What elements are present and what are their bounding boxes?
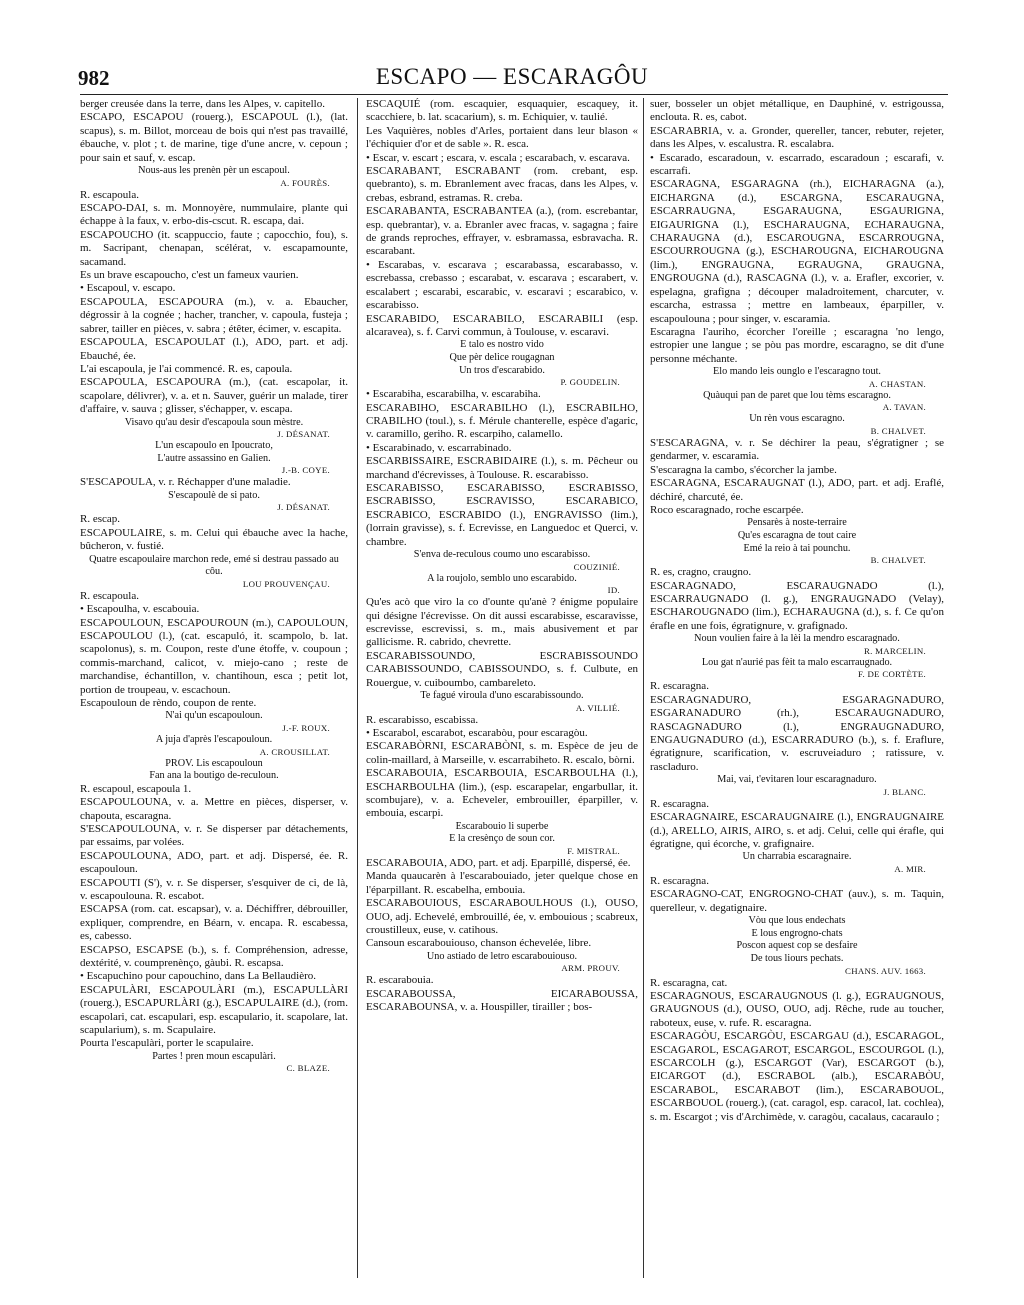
citation-source: C. BLAZE.	[286, 1063, 330, 1074]
entry-text: ESCAPOULA, ESCAPOURA (m.), v. a. Ebaucher, dégrossir à la cognée ; hacher, trancher, v. capoula, fusteja ; sabrer, tailler en pièces, v. sabra ; étêter, écimer, v. escapita.	[80, 295, 348, 335]
citation-source: B. CHALVET.	[870, 555, 926, 566]
citation-line: Quàuqui pan de paret que lou tèms escaragno.	[703, 389, 891, 401]
citation-line: Que pèr delice rougagnan	[449, 351, 555, 363]
entry-text: ESCAPOULA, ESCAPOULAT (l.), ADO, part. et adj. Ebauché, ée.	[80, 336, 348, 362]
citation-line: Visavo qu'au desir d'escapoula soun mèstre.	[124, 416, 304, 428]
entry-text: L'ai escapoula, je l'ai commencé. R. es, capoula.	[80, 362, 293, 375]
entry-text: ESCAPOUCHO (it. scappuccio, faute ; capocchio, fou), s. m. Sacripant, chenapan, scélérat, v. escapamounte, sacamand.	[80, 228, 348, 268]
entry-text: ESCARAGNOUS, ESCARAUGNOUS (l. g.), EGRAUGNOUS, GRAUGNOUS (d.), OUSO, OUO, adj. Rêche, rude au toucher, raboteux, euse, v. rufe. R. escaragna.	[650, 990, 944, 1029]
citation-line: Fan ana la boutigo de-reculoun.	[149, 770, 279, 782]
entry-text: ESCARABISSO, ESCARABISSO, ESCRABISSO, ESCRABISSO, ESCRAVISSO, ESCARABICO, ESCRABICO, ESCRABIDO (l.), ENGRAVISSO (lim.), (lorrain gravisse), s. f. Ecrevisse, en Languedoc et Querci, v. chambre.	[366, 481, 638, 548]
citation-line: Poscon aquest cop se desfaire	[736, 940, 858, 952]
entry-text: R. escaragna, cat.	[650, 976, 728, 989]
citation-line: E talo es nostro vido	[460, 339, 544, 351]
entry-text: R. escarabisso, escabissa.	[366, 713, 479, 726]
entry-text: ESCAPSO, ESCAPSE (b.), s. f. Compréhension, adresse, dextérité, v. coumprenènço, gàubi. R. escapsa.	[80, 943, 348, 970]
entry-text: Les Vaquières, nobles d'Arles, portaient dans leur blason « l'échiquier d'or et de sable ». R. esca.	[366, 124, 638, 151]
citation-line: Escarabouio li superbe	[455, 820, 549, 832]
citation-line: S'enva de-reculous coumo uno escarabisso.	[413, 548, 591, 560]
page-number: 982	[78, 66, 110, 90]
citation-line: Emé la reio à tai pounchu.	[743, 542, 851, 554]
column-left	[80, 98, 348, 1286]
entry-text: ESCARABOUIA, ADO, part. et adj. Eparpillé, dispersé, ée.	[366, 857, 631, 870]
entry-text: suer, bosseler un objet métallique, en Dauphiné, v. estrigoussa, enclouta. R. es, cabot.	[650, 98, 944, 124]
entry-text: • Escapuchino pour capouchino, dans La Bellaudièro.	[80, 970, 317, 983]
entry-text: R. escaragna.	[650, 797, 709, 810]
entry-text: ESCARAGNADO, ESCARAUGNADO (l.), ESCARRAUGNADO (l. g.), ENGRAUGNADO (Velay), ESCHAROUGNADO (lim.), ECHARAUGNA (d.), s. f. Ce qu'on érafle en une fois, égratignure, v. grafignado.	[650, 579, 944, 632]
column-right	[650, 98, 944, 1286]
citation-line: Lou gat n'aurié pas fèit ta malo escarraugnado.	[701, 656, 893, 668]
citation-line: Pensarès à noste-terraire	[747, 517, 847, 529]
entry-text: ESCAPOULOUN, ESCAPOUROUN (m.), CAPOULOUN, ESCAPOULOU (l.), (cat. escapuló, it. scampolo, b. lat. scapolonus), s. m. Coupon, reste d'une étoffe, v. coupoun ; commis-marchand, calicot, v. miejo-cano ; reste de marchandise, échantillon, v. chantihoun, esca ; petit lot, portion de troupeau, v. escachoun.	[80, 616, 348, 696]
entry-text: ESCARAGNO-CAT, ENGROGNO-CHAT (auv.), s. m. Taquin, querelleur, v. degatignaire.	[650, 888, 944, 914]
entry-text: S'ESCAPOULOUNA, v. r. Se disperser par détachements, par essaims, par volées.	[80, 822, 348, 849]
citation-line: A juja d'après l'escapouloun.	[155, 733, 273, 745]
citation-source: LOU PROUVENÇAU.	[242, 578, 330, 589]
citation-source: A. FOURÈS.	[280, 177, 330, 188]
citation-line: L'autre assassino en Galien.	[157, 452, 271, 464]
entry-text: ESCAPO-DAI, s. m. Monnoyère, nummulaire, plante qui échappe à la faux, v. erbo-dis-cscut. R. escapa, dai.	[80, 202, 348, 228]
entry-text: ESCARABOUIOUS, ESCARABOULHOUS (l.), OUSO, OUO, adj. Echevelé, embrouillé, ée, v. embouious ; scabreux, croustilleux, euse, v. catihous.	[366, 897, 638, 937]
entry-text: R. escapoul, escapoula 1.	[80, 782, 192, 795]
entry-text: • Escarabiha, escarabilha, v. escarabiha.	[366, 388, 541, 401]
entry-text: ESCAPULÀRI, ESCAPOULÀRI (m.), ESCAPULLÀRI (rouerg.), ESCAPURLÀRI (g.), ESCAPULAIRE (d.), (rom. escapolari, cat. escapulari, esp. escapulario, it. scapolare, lat. scapularium), s. m. Scapulaire.	[80, 983, 348, 1037]
entry-text: R. escap.	[80, 513, 121, 526]
citation-line: De tous liours pechats.	[750, 953, 844, 964]
entry-text: S'ESCARAGNA, v. r. Se déchirer la peau, s'égratigner ; se gendarmer, v. escaramia.	[650, 436, 944, 463]
entry-text: Escaragna l'auriho, écorcher l'oreille ; escaragna 'no lengo, estropier une langue ; se pòu pas mordre, escaragno, se dit d'une personne méchante.	[650, 325, 944, 365]
citation-line: Nous-aus les prenèn pèr un escapoul.	[138, 165, 290, 177]
entry-text: • Escarado, escaradoun, v. escarrado, escaradoun ; escarafi, v. escarrafi.	[650, 151, 944, 178]
citation-source: J.-B. COYE.	[281, 465, 330, 476]
entry-text: R. escarabouia.	[366, 974, 434, 987]
citation-line: L'un escapoulo en Ipoucrato,	[155, 440, 273, 452]
citation-source: J. DÉSANAT.	[277, 502, 330, 513]
citation-line: N'ai qu'un escapouloun.	[165, 710, 263, 722]
citation-source: A. CHASTAN.	[868, 378, 926, 389]
citation-line: Mai, vai, t'evitaren lour escaragnaduro.	[717, 774, 877, 786]
column-middle	[366, 98, 638, 1286]
citation-source: P. GOUDELIN.	[560, 377, 620, 388]
entry-text: • Escapoulha, v. escabouia.	[80, 603, 200, 616]
citation-source: A. CROUSILLAT.	[259, 746, 330, 757]
citation-line: Uno astiado de letro escarabouiouso.	[426, 950, 578, 962]
citation-source: F. MISTRAL.	[567, 846, 620, 857]
entry-text: • Escar, v. escart ; escara, v. escala ; escarabach, v. escarava.	[366, 151, 630, 164]
entry-text: ESCAPSA (rom. cat. escapsar), v. a. Déchiffrer, débrouiller, expliquer, comprendre, en Béarn, v. encapa. R. escabessa, es, cabesso.	[80, 903, 348, 943]
citation-line: E la cresènço de soun cor.	[449, 833, 555, 845]
entry-text: ESCARABANT, ESCRABANT (rom. crebant, esp. quebranto), s. m. Ebranlement avec fracas, dans les Alpes, v. crebas, esbrand, estramas. R. creba.	[366, 165, 638, 204]
citation-source: ID.	[607, 585, 620, 596]
entry-text: R. escaragna.	[650, 680, 709, 693]
citation-source: COUZINIÉ.	[573, 561, 620, 572]
entry-text: ESCARABIDO, ESCARABILO, ESCARABILI (esp. alcaravea), s. f. Carvi commun, à Toulouse, v. escaravi.	[366, 312, 638, 338]
citation-source: B. CHALVET.	[870, 425, 926, 436]
entry-text: ESCARABOUSSA, EICARABOUSSA, ESCARABOUNSA, v. a. Houspiller, tirailler ; bos-	[366, 987, 638, 1014]
citation-source: CHANS. AUV. 1663.	[845, 965, 926, 976]
citation-line: A la roujolo, semblo uno escarabido.	[427, 572, 577, 584]
citation-source: R. MARCELIN.	[863, 645, 926, 656]
entry-text: R. escapoula.	[80, 188, 139, 201]
entry-text: ESCAPOULOUNA, v. a. Mettre en pièces, disperser, v. chapouta, escaragna.	[80, 796, 348, 822]
column-divider	[357, 98, 358, 1278]
entry-text: Es un brave escapoucho, c'est un fameux vaurien.	[80, 269, 299, 282]
entry-text: R. escaragna.	[650, 875, 709, 887]
header-rule	[80, 94, 948, 95]
entry-text: ESCARAGNAIRE, ESCARAUGNAIRE (l.), ENGRAUGNAIRE (d.), ARELLO, AIRIS, AIRO, s. et adj. Celui, celle qui érafle, qui égratigne, qui écorche, v. grafignaire.	[650, 811, 944, 850]
entry-text: ESCAPOULAIRE, s. m. Celui qui ébauche avec la hache, bûcheron, v. fustié.	[80, 526, 348, 553]
entry-text: ESCARABANTA, ESCRABANTEA (a.), (rom. escrebantar, esp. quebrantar), v. a. Ebranler avec fracas, v. sagagna ; faire de grands reproches, effrayer, v. esbramassa, esbravacha. R. escarabant.	[366, 205, 638, 258]
citation-line: Quatre escapoulaire marchon rede, emé si destrau passado au côu.	[89, 553, 339, 578]
entry-text: Pourta l'escapulàri, porter le scapulaire.	[80, 1037, 254, 1050]
entry-text: • Escarabas, v. escarava ; escarabassa, escarabasso, v. escrebassa, crebasso ; escarabat, v. escarava ; escarabert, v. escalabert ; escarabi, escarabic, v. escaravi ; escarabico, v. escarabisso.	[366, 258, 638, 312]
citation-line: Un charrabia escaragnaire.	[742, 851, 852, 863]
running-head: ESCAPO — ESCARAGÔU	[375, 64, 649, 89]
citation-source: F. DE CORTÈTE.	[858, 669, 926, 680]
citation-line: Noun voulien faire à la lèi la mendro escaragnado.	[694, 633, 900, 645]
entry-text: ESCARBISSAIRE, ESCRABIDAIRE (l.), s. m. Pêcheur ou marchand d'écrevisses, à Toulouse. R. escarabisso.	[366, 455, 638, 481]
citation-line: E lous engrogno-chats	[751, 927, 843, 939]
entry-text: ESCARABISSOUNDO, ESCRABISSOUNDO CARABISSOUNDO, CABISSOUNDO, s. f. Culbute, en Rouergue, v. cuiboumbo, cambareleto.	[366, 649, 638, 689]
citation-line: PROV. Lis escapouloun	[165, 757, 263, 769]
entry-text: ESCARAGNA, ESCARAUGNAT (l.), ADO, part. et adj. Eraflé, déchiré, charcuté, ée.	[650, 477, 944, 503]
entry-text: berger creusée dans la terre, dans les Alpes, v. capitello.	[80, 98, 325, 110]
entry-text: ESCARABRIA, v. a. Gronder, quereller, tancer, rebuter, rejeter, dans les Alpes, v. escalustra. R. escalabra.	[650, 124, 944, 151]
entry-text: ESCAPOUTI (S'), v. r. Se disperser, s'esquiver de ci, de là, v. escapoulouna. R. escabot.	[80, 876, 348, 902]
citation-line: Qu'es escaragna de tout caire	[737, 529, 857, 541]
entry-text: Qu'es acò que viro la co d'ounte qu'anè ? énigme populaire qui désigne l'écrevisse. On dit aussi escarabisse, escaravisse, escrevisse, escrevissi, s. m., mais abusivement et par gallicisme. R. cabrido, chevrette.	[366, 596, 638, 649]
column-divider	[643, 98, 644, 1278]
citation-source: A. TAVAN.	[882, 402, 926, 413]
entry-text: ESCARAGNA, ESGARAGNA (rh.), EICHARAGNA (a.), EICHARGNA (d.), ESCARGNA, ESCARAUGNA, ESCARRAUGNA, ESGARAUGNA, ESGAURIGNA, EIGAURIGNA (l.), ESCHARAUGNA, ECHARAUGNA, CHARAUGNA (d.), ESCAROUGNA, ESCARROUGNA, ESCOURROUGNA (g.), ESCHAROUGNA, EICHAROUGNA (lim.), ENGRAUGNA, EGRAUGNA, GRAUGNA, ENGROUGNA (d.), RASCAGNA (l.), v. a. Erafler, excorier, v. espelagna, grafigna ; découper maladroitement, charcuter, v. escarcha, estrassa ; mettre en lambeaux, éparpiller, v. escapoulouna ; pour singer, v. escaramia.	[650, 178, 944, 325]
citation-source: A. VILLIÉ.	[575, 702, 620, 713]
citation-source: J. DÉSANAT.	[277, 429, 330, 440]
entry-text: ESCARABÒRNI, ESCARABÒNI, s. m. Espèce de jeu de colin-maillard, à Marseille, v. escarrabiheto. R. escalo, bòrni.	[366, 740, 638, 766]
entry-text: ESCAPOULA, ESCAPOURA (m.), (cat. escapolar, it. scapolare, délivrer), v. a. et n. Sauver, guérir un malade, tirer d'affaire, v. sauva ; glisser, s'échapper, v. escapa.	[80, 376, 348, 416]
citation-source: J.-F. ROUX.	[282, 722, 330, 733]
entry-text: • Escarabinado, v. escarrabinado.	[366, 441, 512, 454]
entry-text: ESCARAGÒU, ESCARGÒU, ESCARGAU (d.), ESCARAGOL, ESCAGAROL, ESCAGAROT, ESCARGOL, ESCOURGOL (l.), ESCARCOLH (g.), ESCARGOT (Var), ESCARGOT (b.), EICARGOT (d.), ESCRABOL (alb.), ESCARABÒU, ESCARABOL, ESCARABOT (lim.), ESCARABOUOL, ESCARBOUOL (rouerg.), (cat. caragol, esp. caracol, lat. cochlea), s. m. Escargot ; vis d'Archimède, v. caragòu, cacalaus, cacaraulo ;	[650, 1030, 944, 1123]
entry-text: S'escaragna la cambo, s'écorcher la jambe.	[650, 463, 837, 476]
entry-text: ESCAQUIÉ (rom. escaquier, esquaquier, escaquey, it. scacchiere, b. lat. scacarium), s. m. Echiquier, v. taulié.	[366, 98, 638, 124]
citation-line: Partes ! pren moun escapulàri.	[152, 1050, 276, 1062]
entry-text: ESCAPO, ESCAPOU (rouerg.), ESCAPOUL (l.), (lat. scapus), s. m. Billot, morceau de bois qui n'est pas travaillé, ébauche, v. plot ; t. de marine, tige d'une ancre, v. cepoun ; pour sain et sauf, v. escap.	[80, 111, 348, 164]
citation-line: Un rèn vous escaragno.	[749, 413, 845, 425]
citation-line: S'escapoulè de si pato.	[168, 489, 260, 501]
entry-text: • Escapoul, v. escapo.	[80, 282, 176, 295]
entry-text: ESCARAGNADURO, ESGARAGNADURO, ESGARANADURO (rh.), ESCARAUGNADURO, RASCAGNADURO (l.), ENGRAUGNADURO, ENGAUGNADURO (d.), ESCARRADURO (b.), s. f. Eraflure, égratignure, scarification, v. escruveiaduro ; ratissure, v. rascladuro.	[650, 693, 944, 773]
citation-line: Un tros d'escarabido.	[459, 364, 545, 376]
entry-text: ESCARABIHO, ESCARABILHO (l.), ESCRABILHO, CRABILHO (toul.), s. f. Mérule chanterelle, espèce d'agaric, v. caramillo, geriho. R. escarpiho, calamello.	[366, 401, 638, 441]
citation-line: Elo mando leis ounglo e l'escaragno tout.	[713, 366, 881, 378]
citation-line: Vòu que lous endechats	[748, 915, 846, 927]
citation-source: J. BLANC.	[883, 786, 926, 797]
entry-text: R. escapoula.	[80, 589, 139, 602]
citation-source: A. MIR.	[894, 864, 926, 874]
citation-source: ARM. PROUV.	[561, 963, 620, 974]
entry-text: ESCAPOULOUNA, ADO, part. et adj. Dispersé, ée. R. escapouloun.	[80, 849, 348, 876]
entry-text: Escapouloun de rèndo, coupon de rente.	[80, 696, 257, 709]
entry-text: ESCARABOUIA, ESCARBOUIA, ESCARBOULHA (l.), ESCHARBOULHA (lim.), (esp. escarapelar, engarbullar, it. scombujare), v. a. Echeveler, embrouiller, éparpiller, v. embouia, escarpi.	[366, 767, 638, 820]
entry-text: Roco escaragnado, roche escarpée.	[650, 503, 804, 516]
citation-line: Te fagué viroula d'uno escarabissoundo.	[420, 690, 584, 701]
entry-text: Manda quaucarèn à l'escarabouiado, jeter quelque chose en l'éparpillant. R. escabelha, embouia.	[366, 870, 638, 896]
entry-text: R. es, cragno, craugno.	[650, 566, 752, 579]
entry-text: • Escarabol, escarabot, escarabòu, pour escaragòu.	[366, 727, 588, 739]
entry-text: Cansoun escarabouiouso, chanson échevelée, libre.	[366, 937, 592, 950]
entry-text: S'ESCAPOULA, v. r. Réchapper d'une maladie.	[80, 476, 291, 489]
